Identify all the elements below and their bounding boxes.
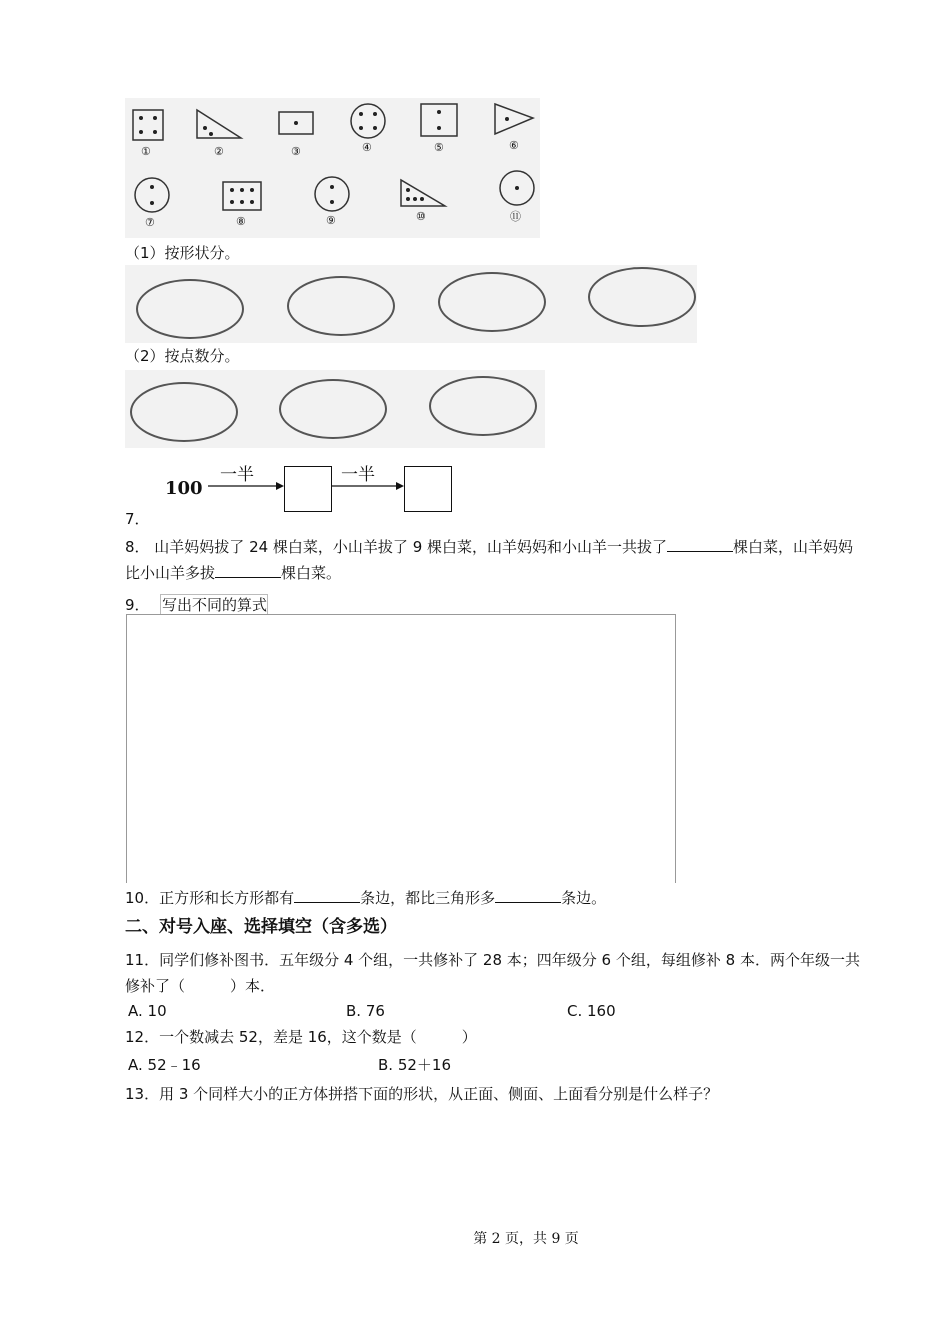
q8-blank-1[interactable]: [667, 537, 733, 552]
shape-2-triangle: [197, 110, 241, 138]
shape-label-7: ⑦: [145, 216, 155, 229]
shape-9-circle: [315, 177, 349, 211]
shape-label-1: ①: [141, 145, 151, 158]
shape-label-6: ⑥: [509, 139, 519, 152]
q10-text-c: 条边。: [561, 889, 607, 907]
q6-part1-label: （1）按形状分。: [125, 244, 240, 262]
q8-line1: [125, 537, 853, 557]
shape-6-triangle: [495, 104, 533, 134]
q11-option-b[interactable]: B. 76: [346, 1002, 385, 1020]
shape-label-4: ④: [362, 141, 372, 154]
q9-number: 9．: [125, 596, 150, 614]
q8-text-c: 比小山羊多拔: [125, 564, 216, 582]
shape-label-5: ⑤: [434, 141, 444, 154]
q8-text-d: 棵白菜。: [281, 564, 342, 582]
q12-option-b[interactable]: B. 52＋16: [378, 1056, 452, 1074]
q11-option-a[interactable]: A. 10: [128, 1002, 167, 1020]
shape-1-square: [133, 100, 172, 140]
q9-answer-area[interactable]: [126, 614, 676, 883]
q12-option-a[interactable]: A. 52﹣16: [128, 1056, 201, 1074]
q8-text-a: 8． 山羊妈妈拔了 24 棵白菜，小山羊拔了 9 棵白菜，山羊妈妈和小山羊一共拔了: [125, 538, 668, 556]
sort-ellipse-3: [438, 272, 546, 332]
sort-ellipse-1: [136, 279, 244, 339]
shape-label-8: ⑧: [236, 215, 246, 228]
shape-8-rectangle: [223, 182, 261, 210]
shape-label-9: ⑨: [326, 214, 336, 227]
q8-blank-2[interactable]: [215, 563, 281, 578]
shape-4-circle: [351, 104, 385, 138]
q12-text: 12．一个数减去 52，差是 16，这个数是（ ）: [125, 1028, 477, 1046]
shape-label-2: ②: [214, 145, 224, 158]
dot-ellipse-1: [130, 382, 238, 442]
q7-diagram: [160, 460, 460, 516]
shape-7-circle: [135, 178, 169, 212]
shapes-figure: [125, 98, 540, 238]
dot-sort-ellipses: [125, 370, 545, 448]
q7-number: 7．: [125, 510, 150, 528]
shape-label-3: ③: [291, 145, 301, 158]
q10-blank-1[interactable]: [294, 888, 360, 903]
q10-line: [125, 888, 606, 908]
q7-arrow1: [208, 480, 284, 492]
q6-part2-label: （2）按点数分。: [125, 347, 240, 365]
shape-label-10: ⑩: [416, 210, 426, 223]
shape-sort-ellipses: [125, 265, 697, 343]
q11-line2: 修补了（ ）本．: [125, 977, 276, 995]
q7-arrow2-label: 一半: [341, 465, 375, 485]
q11-option-c[interactable]: C. 160: [567, 1002, 616, 1020]
section-2-title: 二、对号入座、选择填空（含多选）: [125, 917, 397, 937]
q10-blank-2[interactable]: [495, 888, 561, 903]
q13-text: 13．用 3 个同样大小的正方体拼搭下面的形状，从正面、侧面、上面看分别是什么样子？: [125, 1085, 719, 1103]
dot-ellipse-2: [279, 379, 387, 439]
sort-ellipse-4: [588, 267, 696, 327]
q11-line1: 11．同学们修补图书．五年级分 4 个组，一共修补了 28 本；四年级分 6 个组，每组修补 8 本．两个年级一共: [125, 951, 860, 969]
q10-text-a: 10．正方形和长方形都有: [125, 889, 295, 907]
q8-line2: [125, 563, 341, 583]
shape-label-11: ⑪: [510, 210, 521, 223]
dot-ellipse-3: [429, 376, 537, 436]
q7-arrow1-label: 一半: [220, 465, 254, 485]
q10-text-b: 条边，都比三角形多: [360, 889, 496, 907]
q7-answer-box-1[interactable]: [284, 466, 332, 512]
q9-text: 写出不同的算式: [162, 596, 268, 614]
q7-answer-box-2[interactable]: [404, 466, 452, 512]
page-footer: 第 2 页，共 9 页: [473, 1231, 579, 1247]
shape-10-triangle: [401, 180, 445, 206]
q8-text-b: 棵白菜，山羊妈妈: [733, 538, 854, 556]
sort-ellipse-2: [287, 276, 395, 336]
q7-arrow2: [332, 480, 404, 492]
shape-5-rectangle: [421, 104, 457, 136]
q7-start-value: 100: [165, 478, 203, 499]
